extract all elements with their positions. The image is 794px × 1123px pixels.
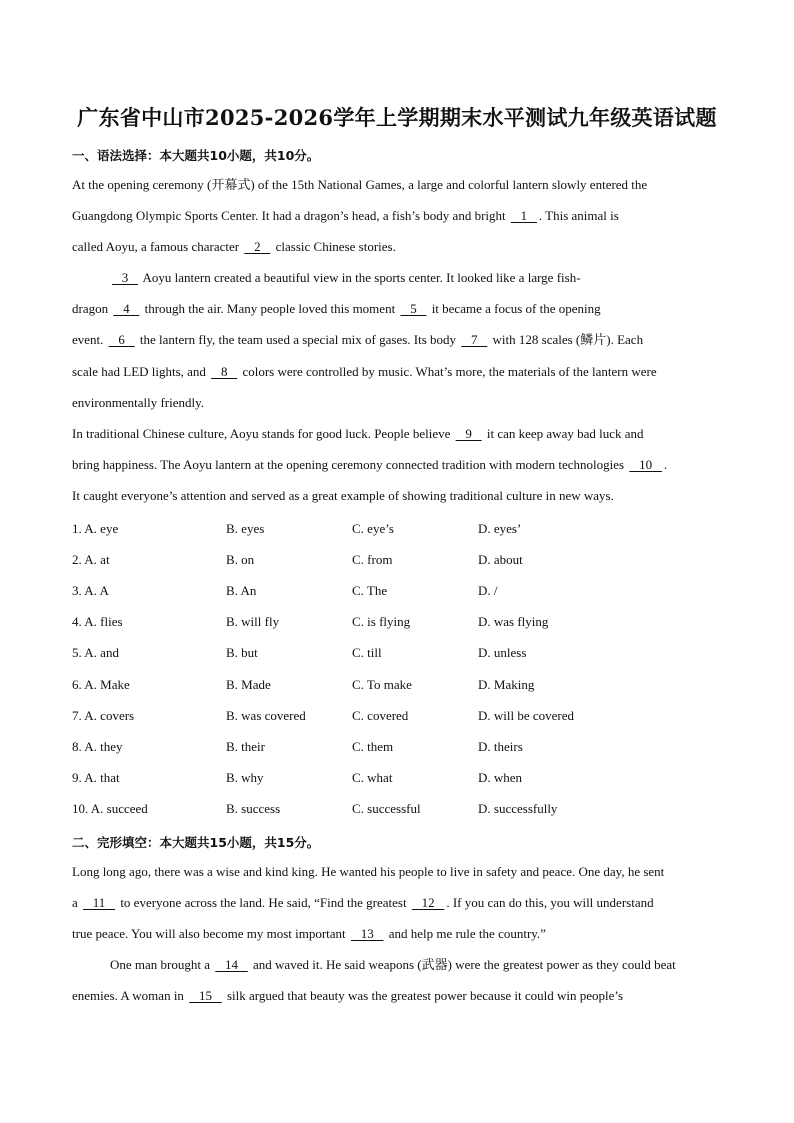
question-row [72, 521, 722, 537]
passage-text: and help me rule the country.” [385, 926, 546, 941]
answer-blank: 4 [113, 301, 140, 316]
answer-option: C. from [352, 552, 393, 568]
answer-blank: 1 [510, 208, 537, 223]
question-row [72, 708, 722, 724]
question-row [72, 552, 722, 568]
answer-option: C. successful [352, 800, 421, 816]
passage-text: One man brought a [110, 957, 214, 972]
answer-option: C. To make [352, 676, 412, 692]
passage-text: true peace. You will also become my most important [72, 926, 349, 941]
passage1-line [72, 208, 722, 224]
passage-text: it became a focus of the opening [428, 301, 601, 316]
passage-text: At the opening ceremony (开幕式) of the 15th National Games, a large and colorful lantern slowly entered the [72, 177, 648, 192]
passage-text: called Aoyu, a famous character [72, 239, 243, 254]
answer-option: 3. A. A [72, 583, 109, 599]
answer-option: 2. A. at [72, 552, 110, 568]
question-row [72, 583, 722, 599]
answer-option: 1. A. eye [72, 521, 119, 536]
answer-blank: 13 [350, 926, 384, 941]
answer-option: B. will fly [226, 614, 280, 630]
answer-option: C. The [352, 583, 388, 599]
answer-option: B. but [226, 645, 258, 661]
page-title: 广东省中山市2025-2026学年上学期期末水平测试九年级英语试题 [77, 105, 717, 130]
answer-blank: 6 [108, 332, 135, 347]
passage1-line [72, 488, 722, 504]
passage-text: . If you can do this, you will understand [446, 895, 654, 910]
passage-text: it can keep away bad luck and [483, 426, 644, 441]
passage2-line [72, 988, 722, 1004]
answer-blank: 7 [461, 332, 488, 347]
answer-option: D. / [478, 583, 498, 599]
section1-heading: 一、语法选择：本大题共10小题，共10分。 [72, 148, 320, 163]
answer-option: D. Making [478, 676, 535, 692]
answer-option: B. An [226, 583, 257, 599]
answer-blank: 12 [411, 895, 445, 910]
answer-option: D. when [478, 769, 523, 785]
answer-option: C. till [352, 645, 382, 661]
passage-text: dragon [72, 301, 112, 316]
passage1-line [110, 270, 760, 286]
passage-text: to everyone across the land. He said, “Find the greatest [117, 895, 410, 910]
passage1-line [72, 332, 722, 348]
passage1-line [72, 426, 722, 442]
answer-option: C. them [352, 738, 394, 754]
passage2-line [110, 957, 760, 973]
passage-text: scale had LED lights, and [72, 364, 210, 379]
answer-option: 6. A. Make [72, 676, 130, 692]
answer-blank: 15 [189, 988, 222, 1003]
passage1-line [72, 457, 722, 473]
answer-blank: 9 [455, 426, 482, 441]
answer-option: B. their [226, 738, 265, 754]
question-row [72, 677, 722, 693]
answer-option: C. is flying [352, 614, 411, 630]
passage-text: and waved it. He said weapons (武器) were the greatest power as they could beat [249, 957, 676, 972]
passage1-line [72, 364, 722, 380]
passage-text: through the air. Many people loved this moment [141, 301, 399, 316]
passage-text: Long long ago, there was a wise and kind king. He wanted his people to live in safety and peace. One day, he sent [72, 864, 665, 879]
passage-text: bring happiness. The Aoyu lantern at the opening ceremony connected tradition with modern technologies [72, 457, 628, 472]
answer-blank: 2 [244, 239, 271, 254]
answer-option: B. was covered [226, 707, 306, 723]
answer-option: D. about [478, 552, 523, 568]
passage2-line [72, 926, 722, 942]
answer-option: B. why [226, 769, 264, 785]
answer-option: D. successfully [478, 800, 558, 816]
passage-text: event. [72, 332, 107, 347]
passage-text: with 128 scales (鳞片). Each [489, 332, 644, 347]
answer-option: 8. A. they [72, 738, 123, 754]
passage-text: . [663, 457, 668, 472]
answer-blank: 3 [112, 270, 138, 285]
question-row [72, 614, 722, 630]
passage-text: Guangdong Olympic Sports Center. It had a dragon’s head, a fish’s body and bright [72, 208, 509, 223]
question-row [72, 739, 722, 755]
answer-option: D. unless [478, 645, 527, 661]
passage-text: classic Chinese stories. [272, 239, 396, 254]
passage-text: a [72, 895, 82, 910]
passage-text: . This animal is [538, 208, 619, 223]
answer-option: D. theirs [478, 738, 523, 754]
answer-option: C. eye’s [352, 521, 394, 536]
passage-text: environmentally friendly. [72, 395, 205, 410]
question-row [72, 770, 722, 786]
passage2-line [72, 864, 722, 880]
answer-blank: 10 [629, 457, 662, 472]
answer-option: B. Made [226, 676, 271, 692]
answer-blank: 8 [211, 364, 238, 379]
passage-text: colors were controlled by music. What’s more, the materials of the lantern were [239, 364, 657, 379]
passage2-line [72, 895, 722, 911]
answer-option: C. covered [352, 707, 409, 723]
passage-text: Aoyu lantern created a beautiful view in the sports center. It looked like a large fish- [140, 270, 581, 285]
section2-heading: 二、完形填空：本大题共15小题，共15分。 [72, 835, 320, 850]
answer-option: 7. A. covers [72, 707, 135, 723]
passage-text: It caught everyone’s attention and served as a great example of showing traditional culture in new ways. [72, 488, 614, 503]
answer-blank: 11 [83, 895, 116, 910]
question-row [72, 801, 722, 817]
answer-option: 5. A. and [72, 645, 119, 661]
answer-option: 4. A. flies [72, 614, 123, 630]
answer-option: D. was flying [478, 614, 549, 630]
answer-blank: 5 [400, 301, 427, 316]
answer-option: D. eyes’ [478, 521, 522, 536]
answer-option: D. will be covered [478, 707, 575, 723]
answer-option: 9. A. that [72, 769, 120, 785]
answer-option: B. eyes [226, 521, 265, 536]
passage-text: the lantern fly, the team used a special mix of gases. Its body [136, 332, 460, 347]
answer-option: C. what [352, 769, 393, 785]
answer-option: B. on [226, 552, 255, 568]
passage1-line [72, 301, 722, 317]
passage1-line [72, 395, 722, 411]
answer-option: B. success [226, 800, 281, 816]
passage1-line [72, 177, 722, 193]
passage-text: In traditional Chinese culture, Aoyu stands for good luck. People believe [72, 426, 454, 441]
answer-blank: 14 [215, 957, 248, 972]
question-row [72, 645, 722, 661]
passage-text: silk argued that beauty was the greatest power because it could win people’s [223, 988, 624, 1003]
passage-text: enemies. A woman in [72, 988, 188, 1003]
passage1-line [72, 239, 722, 255]
answer-option: 10. A. succeed [72, 800, 148, 816]
